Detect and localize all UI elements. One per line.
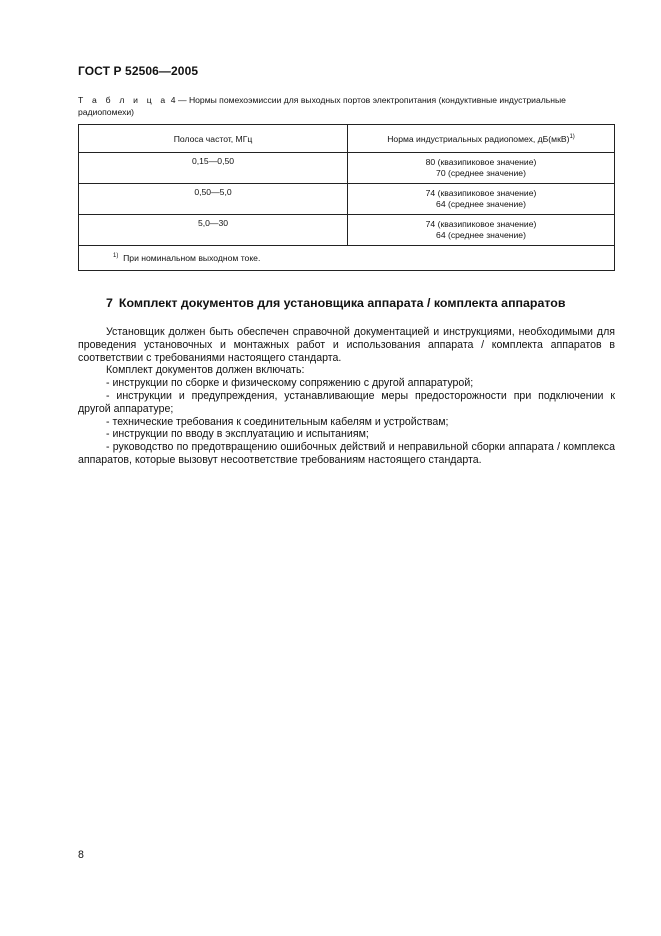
average-value: 64 (среднее значение) [436, 230, 526, 240]
norm-cell [348, 215, 615, 246]
band-cell [79, 153, 348, 184]
list-item: - руководство по предотвращению ошибочных действий и неправильной сборки аппарата / комплекса аппаратов, которые вызовут несоответствие требованиям настоящего стандарта. [78, 441, 615, 466]
table-row [79, 184, 615, 215]
table-caption [78, 94, 616, 118]
table-row [79, 215, 615, 246]
page-number: 8 [78, 849, 84, 861]
band-cell [79, 184, 348, 215]
column-header-norm-text: Норма индустриальных радиопомех, дБ(мкВ) [387, 133, 570, 144]
column-header-norm [348, 125, 615, 153]
table-header-row [79, 125, 615, 153]
list-item: - инструкции и предупреждения, устанавливающие меры предосторожности при подключении к другой аппаратуре; [78, 389, 615, 415]
section-number: 7 [106, 296, 113, 310]
table-footnote-row [79, 246, 615, 271]
list-item: - технические требования к соединительным кабелям и устройствам; [106, 415, 449, 428]
table-row [79, 153, 615, 184]
table-footnote [79, 246, 615, 271]
document-header: ГОСТ Р 52506—2005 [78, 64, 199, 78]
average-value: 64 (среднее значение) [436, 199, 526, 209]
emission-norms-table [78, 124, 615, 271]
band-cell [79, 215, 348, 246]
section-title: Комплект документов для установщика аппарата / комплекта аппаратов [118, 296, 566, 310]
norm-cell [348, 153, 615, 184]
body-paragraph: Установщик должен быть обеспечен справочной документацией и инструкциями, необходимыми для проведения установочных и монтажных работ и использования аппарата / комплекта аппаратов в соответствии с требованиями настоящего стандарта. [78, 326, 615, 364]
band-value: 0,50—5,0 [194, 187, 232, 197]
column-header-band: Полоса частот, МГц [79, 125, 348, 153]
table-caption-text: 4 — Нормы помехоэмиссии для выходных портов электропитания (кондуктивные индустриальные радиопомехи) [78, 95, 566, 117]
band-value: 0,15—0,50 [191, 156, 235, 166]
norm-cell [348, 184, 615, 215]
quasi-peak-value: 74 (квазипиковое значение) [425, 187, 537, 198]
footnote-text: При номинальном выходном токе. [123, 253, 261, 263]
average-value: 70 (среднее значение) [436, 168, 526, 178]
quasi-peak-value: 74 (квазипиковое значение) [425, 218, 537, 229]
band-value: 5,0—30 [197, 218, 229, 228]
section-heading [106, 296, 565, 310]
footnote-marker: 1) [113, 253, 119, 260]
list-item: - инструкции по сборке и физическому сопряжению с другой аппаратурой; [106, 377, 474, 390]
column-header-footnote-marker: 1) [569, 133, 575, 140]
table-caption-prefix: Т а б л и ц а [78, 95, 169, 105]
quasi-peak-value: 80 (квазипиковое значение) [425, 156, 537, 167]
section-body [78, 326, 615, 467]
list-item: - инструкции по вводу в эксплуатацию и испытаниям; [106, 428, 369, 441]
body-paragraph: Комплект документов должен включать: [106, 364, 305, 377]
